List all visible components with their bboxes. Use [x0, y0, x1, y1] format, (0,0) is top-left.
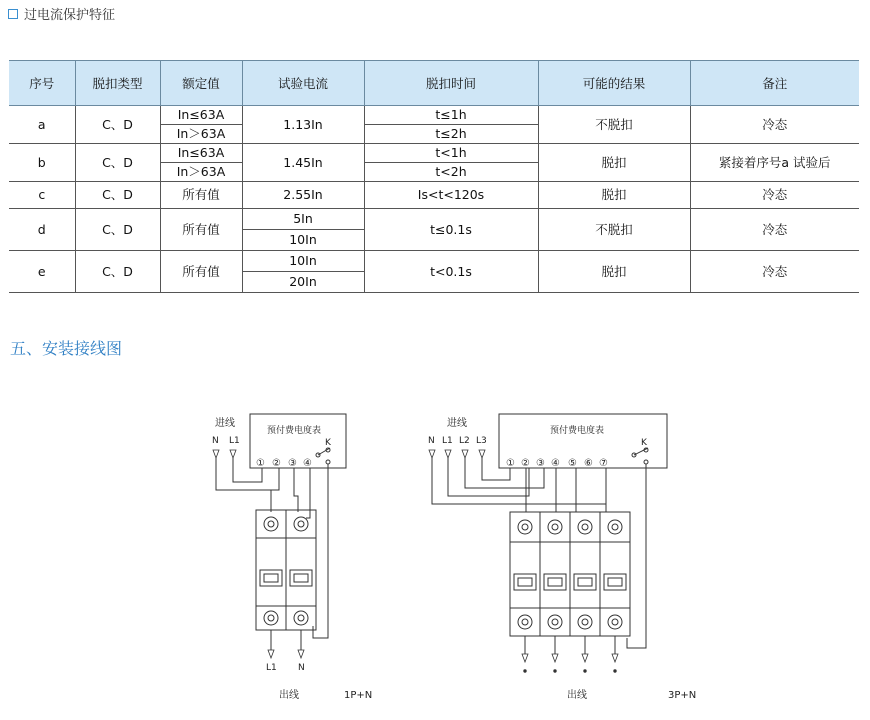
cell-current: 2.55In	[242, 182, 364, 209]
cell-type: C、D	[75, 251, 160, 293]
diagram-type-label: 3P+N	[668, 690, 697, 701]
cell-current: 1.45In	[242, 144, 364, 182]
cell-type: C、D	[75, 144, 160, 182]
cell-rated: 所有值	[160, 251, 242, 293]
terminal-1: ①	[506, 458, 515, 469]
cell-time: t<0.1s	[364, 251, 538, 293]
wiring-diagram-1p-n	[212, 414, 372, 701]
terminal-3: ③	[288, 458, 297, 469]
section-title-overcurrent	[8, 4, 115, 23]
table-row	[9, 144, 859, 163]
switch-label: K	[325, 438, 331, 448]
in-line-l1: L1	[229, 436, 240, 446]
incoming-label: 进线	[447, 418, 467, 429]
cell-rated: In＞63A	[160, 163, 242, 182]
incoming-label: 进线	[215, 418, 235, 429]
meter-label: 预付费电度表	[267, 426, 322, 436]
terminal-4: ④	[551, 458, 560, 469]
cell-result: 不脱扣	[538, 106, 690, 144]
cell-time: t≤2h	[364, 125, 538, 144]
cell-type: C、D	[75, 182, 160, 209]
cell-time: t<2h	[364, 163, 538, 182]
cell-note: 冷态	[690, 182, 859, 209]
table-row	[9, 106, 859, 125]
cell-current: 10In	[242, 251, 364, 272]
meter-label: 预付费电度表	[550, 426, 605, 436]
in-line-n: N	[212, 436, 219, 446]
table-row	[9, 209, 859, 230]
section-title-text: 过电流保护特征	[24, 8, 116, 23]
outgoing-label: 出线	[567, 690, 587, 701]
section-title-wiring: 五、安装接线图	[10, 339, 123, 358]
table-row	[9, 251, 859, 272]
in-line-l2: L2	[459, 436, 470, 446]
terminal-5: ⑤	[568, 458, 577, 469]
cell-note: 冷态	[690, 251, 859, 293]
cell-result: 脱扣	[538, 251, 690, 293]
terminal-1: ①	[256, 458, 265, 469]
header-result: 可能的结果	[538, 61, 690, 106]
cell-time: t≤0.1s	[364, 209, 538, 251]
terminal-2: ②	[521, 458, 530, 469]
terminal-2: ②	[272, 458, 281, 469]
wiring-diagram-3p-n	[428, 414, 696, 701]
terminal-6: ⑥	[584, 458, 593, 469]
header-rated: 额定值	[160, 61, 242, 106]
cell-result: 脱扣	[538, 144, 690, 182]
cell-time: t<1h	[364, 144, 538, 163]
cell-rated: In＞63A	[160, 125, 242, 144]
cell-note: 冷态	[690, 209, 859, 251]
cell-current: 10In	[242, 230, 364, 251]
cell-no: d	[9, 209, 75, 251]
cell-note: 紧接着序号a 试验后	[690, 144, 859, 182]
cell-current: 5In	[242, 209, 364, 230]
out-line-l1: L1	[266, 663, 277, 673]
switch-label: K	[641, 438, 647, 448]
cell-current: 1.13In	[242, 106, 364, 144]
table-row	[9, 182, 859, 209]
header-time: 脱扣时间	[364, 61, 538, 106]
header-type: 脱扣类型	[75, 61, 160, 106]
outgoing-label: 出线	[279, 690, 299, 701]
cell-note: 冷态	[690, 106, 859, 144]
cell-time: Is<t<120s	[364, 182, 538, 209]
in-line-l3: L3	[476, 436, 487, 446]
overcurrent-table	[9, 60, 859, 293]
square-bullet-icon	[8, 9, 18, 19]
in-line-l1: L1	[442, 436, 453, 446]
cell-no: c	[9, 182, 75, 209]
terminal-7: ⑦	[599, 458, 608, 469]
wiring-diagrams	[0, 400, 870, 720]
cell-type: C、D	[75, 106, 160, 144]
header-no: 序号	[9, 61, 75, 106]
out-line-n: N	[298, 663, 305, 673]
cell-current: 20In	[242, 272, 364, 293]
cell-no: a	[9, 106, 75, 144]
cell-no: b	[9, 144, 75, 182]
terminal-4: ④	[303, 458, 312, 469]
cell-result: 脱扣	[538, 182, 690, 209]
diagram-type-label: 1P+N	[344, 690, 373, 701]
cell-rated: In≤63A	[160, 144, 242, 163]
terminal-3: ③	[536, 458, 545, 469]
header-current: 试验电流	[242, 61, 364, 106]
cell-type: C、D	[75, 209, 160, 251]
cell-no: e	[9, 251, 75, 293]
cell-rated: In≤63A	[160, 106, 242, 125]
cell-time: t≤1h	[364, 106, 538, 125]
table-header-row	[9, 61, 859, 106]
header-note: 备注	[690, 61, 859, 106]
cell-rated: 所有值	[160, 209, 242, 251]
cell-result: 不脱扣	[538, 209, 690, 251]
cell-rated: 所有值	[160, 182, 242, 209]
in-line-n: N	[428, 436, 435, 446]
